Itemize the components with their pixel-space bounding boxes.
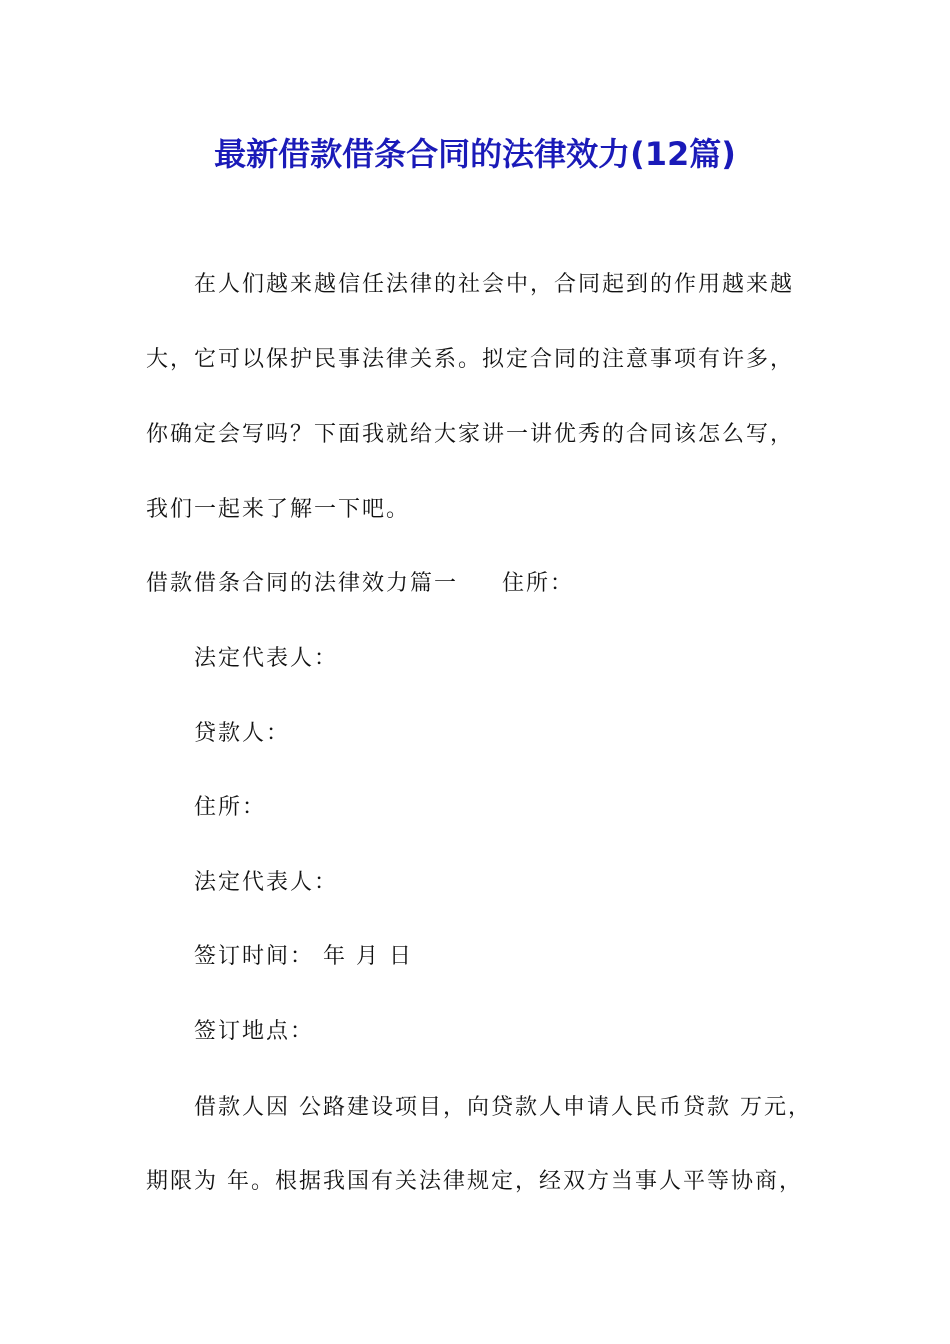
section-heading: 借款借条合同的法律效力篇一: [146, 571, 459, 596]
intro-line-3: 你确定会写吗？下面我就给大家讲一讲优秀的合同该怎么写，: [146, 422, 795, 447]
field-address: 住所：: [194, 795, 267, 820]
field-legal-representative-1: 法定代表人：: [194, 646, 339, 671]
intro-line-4: 我们一起来了解一下吧。: [146, 497, 411, 522]
intro-line-2: 大，它可以保护民事法律关系。拟定合同的注意事项有许多，: [146, 347, 795, 372]
body-line-1: 借款人因 公路建设项目，向贷款人申请人民币贷款 万元，: [194, 1095, 812, 1120]
section-heading-line: [146, 568, 574, 600]
field-legal-representative-2: 法定代表人：: [194, 870, 339, 895]
section-heading-address: 住所：: [502, 571, 575, 596]
intro-line-1: 在人们越来越信任法律的社会中，合同起到的作用越来越: [194, 272, 795, 297]
document-title: 最新借款借条合同的法律效力(12篇): [214, 135, 736, 173]
body-line-2: 期限为 年。根据我国有关法律规定，经双方当事人平等协商，: [146, 1169, 803, 1194]
field-signing-date: 签订时间： 年 月 日: [194, 944, 413, 969]
field-signing-place: 签订地点：: [194, 1019, 315, 1044]
field-lender: 贷款人：: [194, 721, 291, 746]
